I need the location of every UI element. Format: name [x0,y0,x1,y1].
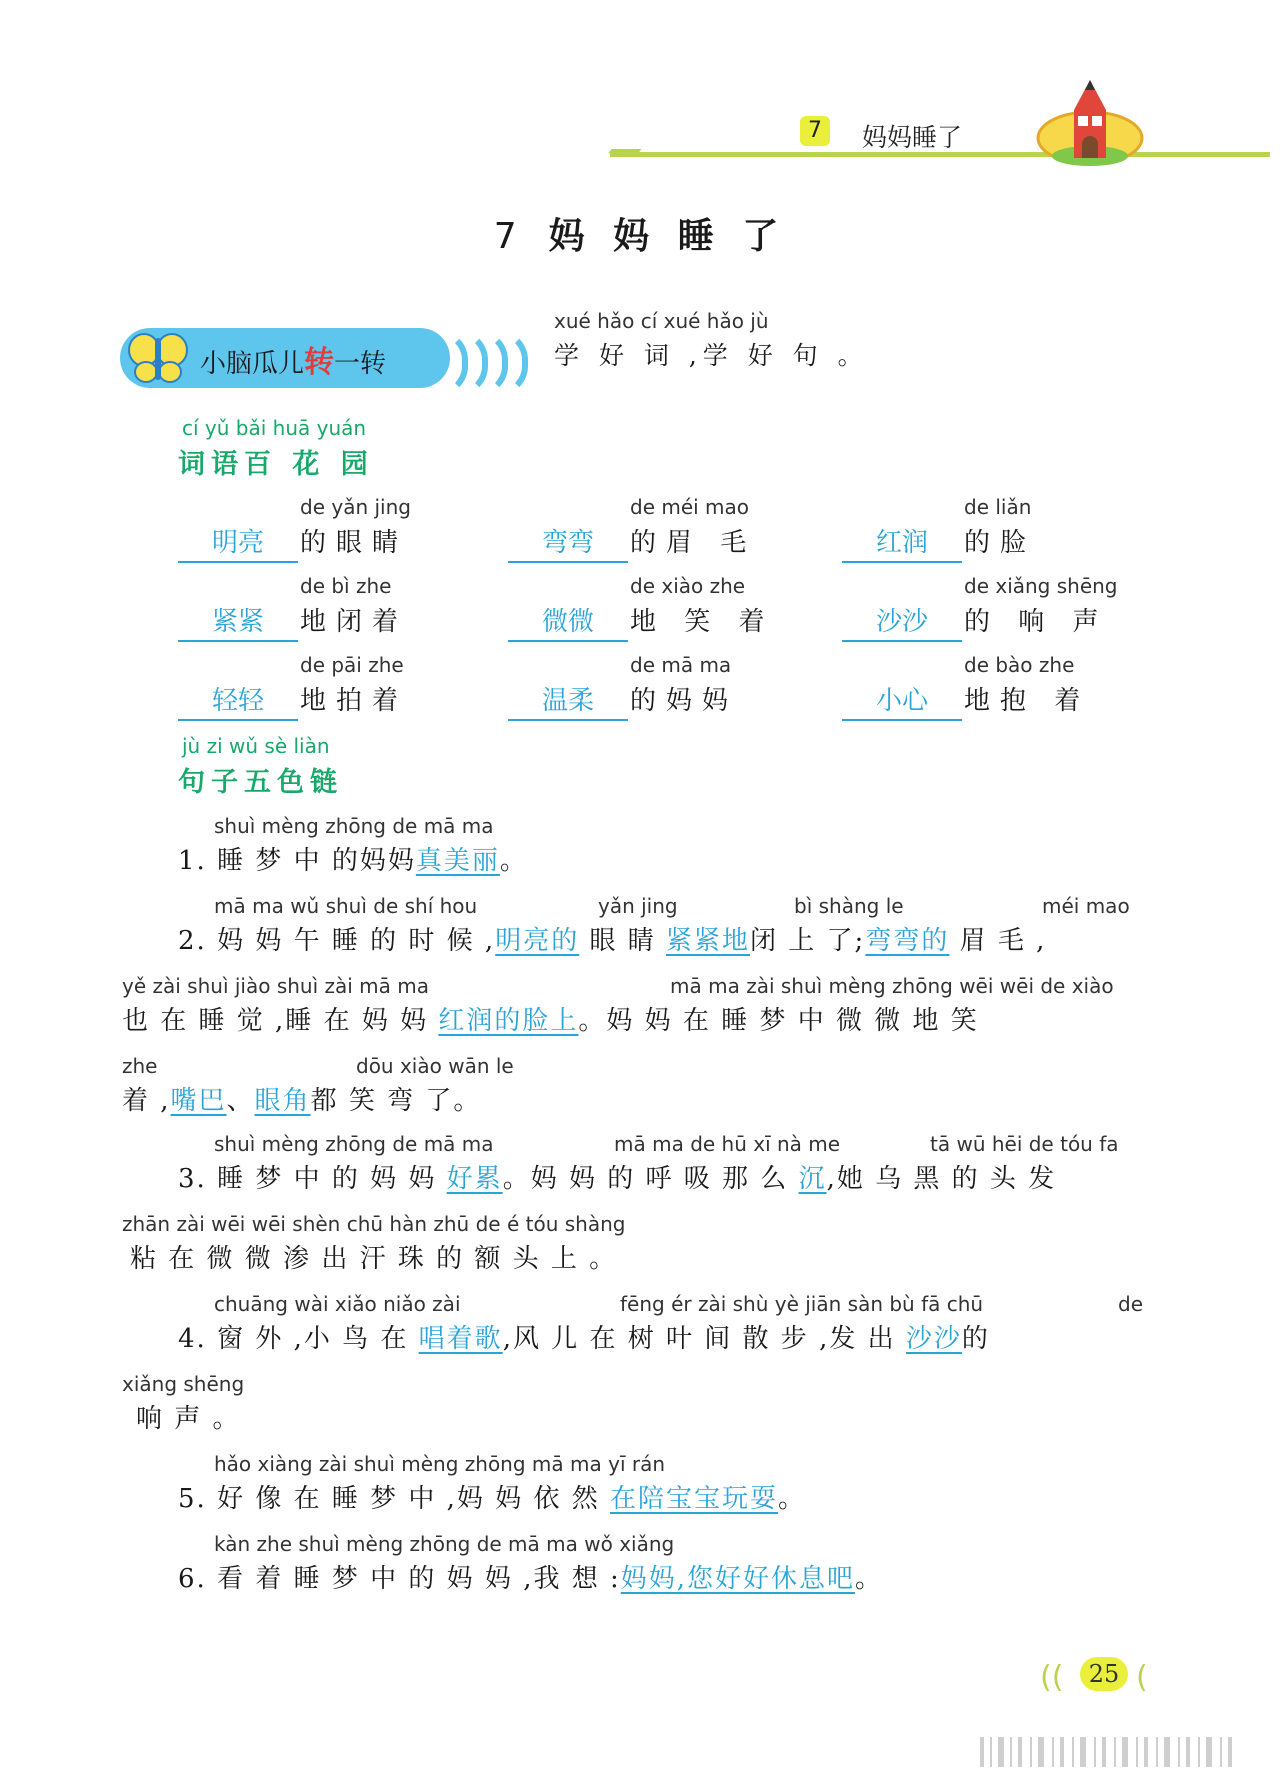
word-text: 的脸 [964,528,1037,558]
page-number-decoration: ( [1136,1660,1148,1695]
sentence-answer: 紧紧地 [666,926,751,956]
word-answer: 紧紧 [178,601,298,642]
sentence-text: 。 [855,1564,884,1594]
sentence-text: 6. 看 着 睡 梦 中 的 妈 妈 ,我 想 : [178,1564,621,1594]
page-number: 25 [1080,1657,1128,1691]
sentence2-pinyin: zhe [122,1054,158,1078]
sentence-text: 2. 妈 妈 午 睡 的 时 候 , [178,926,496,956]
sentence-text: 1. 睡 梦 中 的妈妈 [178,846,416,876]
section1-title: 词语百 花 园 [178,449,374,480]
sentence4-pinyin: xiǎng shēng [122,1372,245,1396]
sentence2-pinyin: mā ma wǔ shuì de shí hou [214,894,478,918]
page-title-number: 7 [493,216,525,257]
sentence-text: 闭 上 了; [750,926,866,956]
word-text: 地闭着 [300,607,409,637]
banner-title [200,337,386,381]
sentence3-line1 [178,1158,1056,1195]
word-answer: 弯弯 [508,522,628,563]
sentence-text: ,她 乌 黑 的 头 发 [826,1164,1057,1194]
word-text: 地拍着 [300,686,409,716]
word-text: 地 笑 着 [630,607,775,637]
sentence-text: 也 在 睡 觉 ,睡 在 妈 妈 [122,1006,439,1036]
word-text: 地抱 着 [964,686,1091,716]
sentence-answer: 沉 [798,1164,827,1194]
sentence2-pinyin: dōu xiào wān le [356,1054,514,1078]
watermark-barcode-icon [980,1735,1240,1769]
sentence-text: 眼 睛 [579,926,667,956]
section2-pinyin: jù zi wǔ sè liàn [182,734,330,758]
sentence2-line2 [122,1000,979,1037]
butterfly-icon [126,328,190,386]
sentence-answer: 明亮的 [495,926,580,956]
sentence5 [178,1478,806,1515]
sentence-text: 。妈 妈 的 呼 吸 那 么 [502,1164,799,1194]
sentence-answer: 好累 [446,1164,503,1194]
instruction-text: 学 好 词 ,学 好 句 。 [554,341,869,370]
header-lesson-number: 7 [800,116,830,146]
page-number-decoration: (( [1040,1660,1064,1695]
banner-text-post: 一转 [334,349,387,379]
sentence2-pinyin: méi mao [1042,894,1130,918]
header-lesson-title: 妈妈睡了 [862,123,963,152]
sentence-text: 着 , [122,1086,171,1116]
sentence6 [178,1558,883,1595]
sentence2-pinyin: mā ma zài shuì mèng zhōng wēi wēi de xiào [670,974,1114,998]
sentence1-pinyin: shuì mèng zhōng de mā ma [214,814,494,838]
word-answer: 温柔 [508,680,628,721]
sentence4-pinyin: chuāng wài xiǎo niǎo zài [214,1292,461,1316]
word-text: 的妈妈 [630,686,739,716]
sentence-answer: 沙沙 [905,1324,962,1354]
sentence-answer: 红润的脸上 [438,1006,579,1036]
sentence-answer: 嘴巴 [170,1086,227,1116]
word-answer: 小心 [842,680,962,721]
page-title-text: 妈 妈 睡 了 [548,216,787,257]
sentence-text: ,风 儿 在 树 叶 间 散 步 ,发 出 [502,1324,906,1354]
sentence3-pinyin: tā wū hēi de tóu fa [930,1132,1119,1156]
banner-text-highlight: 转 [304,345,335,380]
sentence-text: 、 [226,1086,255,1116]
sentence6-pinyin: kàn zhe shuì mèng zhōng de mā ma wǒ xiǎng [214,1532,675,1556]
sentence-text: 。 [778,1484,807,1514]
sentence-text: 5. 好 像 在 睡 梦 中 ,妈 妈 依 然 [178,1484,610,1514]
sentence4-pinyin: fēng ér zài shù yè jiān sàn bù fā chū [620,1292,984,1316]
sentence2-pinyin: bì shàng le [794,894,904,918]
sentence-text: 的 [961,1324,990,1354]
banner-arc [496,330,528,396]
word-pinyin: de yǎn jing [300,495,411,519]
word-answer: 明亮 [178,522,298,563]
word-pinyin: de pāi zhe [300,653,404,677]
page-title [0,208,1280,259]
sentence3-pinyin: shuì mèng zhōng de mā ma [214,1132,494,1156]
pencil-house-icon [1030,76,1150,176]
sentence2-line3 [122,1080,481,1117]
word-pinyin: de méi mao [630,495,750,519]
sentence-text: 都 笑 弯 了。 [310,1086,482,1116]
word-text: 的眼睛 [300,528,409,558]
sentence-answer: 真美丽 [415,846,500,876]
sentence2-pinyin: yě zài shuì jiào shuì zài mā ma [122,974,430,998]
sentence-text: 3. 睡 梦 中 的 妈 妈 [178,1164,447,1194]
word-text: 的眉 毛 [630,528,757,558]
word-answer: 沙沙 [842,601,962,642]
word-answer: 微微 [508,601,628,642]
sentence4-line2: 响 声 。 [136,1404,241,1434]
sentence-text: 。妈 妈 在 睡 梦 中 微 微 地 笑 [578,1006,979,1036]
sentence-answer: 在陪宝宝玩耍 [609,1484,778,1514]
word-pinyin: de xiǎng shēng [964,574,1118,598]
sentence-answer: 弯弯的 [865,926,950,956]
sentence4-pinyin: de [1118,1292,1143,1316]
word-text: 的 响 声 [964,607,1109,637]
sentence2-pinyin: yǎn jing [598,894,678,918]
sentence-text: 4. 窗 外 ,小 鸟 在 [178,1324,419,1354]
word-pinyin: de bì zhe [300,574,392,598]
section2-title: 句子五色链 [178,767,343,798]
sentence-answer: 眼角 [254,1086,311,1116]
instruction-pinyin: xué hǎo cí xué hǎo jù [554,309,769,333]
sentence3-pinyin: mā ma de hū xī nà me [614,1132,841,1156]
word-answer: 红润 [842,522,962,563]
sentence-text: 眉 毛 , [949,926,1047,956]
sentence3-pinyin: zhān zài wēi wēi shèn chū hàn zhū de é tóu shàng [122,1212,626,1236]
word-pinyin: de mā ma [630,653,732,677]
sentence3-line2: 粘 在 微 微 渗 出 汗 珠 的 额 头 上 。 [130,1244,618,1274]
banner-text-pre: 小脑瓜儿 [200,349,305,379]
word-answer: 轻轻 [178,680,298,721]
sentence4-line1 [178,1318,990,1355]
sentence2-line1 [178,920,1046,957]
sentence1 [178,840,528,877]
sentence-answer: 唱着歌 [418,1324,503,1354]
sentence5-pinyin: hǎo xiàng zài shuì mèng zhōng mā ma yī rán [214,1452,666,1476]
word-pinyin: de xiào zhe [630,574,746,598]
word-pinyin: de liǎn [964,495,1032,519]
section1-pinyin: cí yǔ bǎi huā yuán [182,416,367,440]
sentence-text: 。 [499,846,528,876]
word-pinyin: de bào zhe [964,653,1075,677]
sentence-answer: 妈妈,您好好休息吧 [620,1564,856,1594]
